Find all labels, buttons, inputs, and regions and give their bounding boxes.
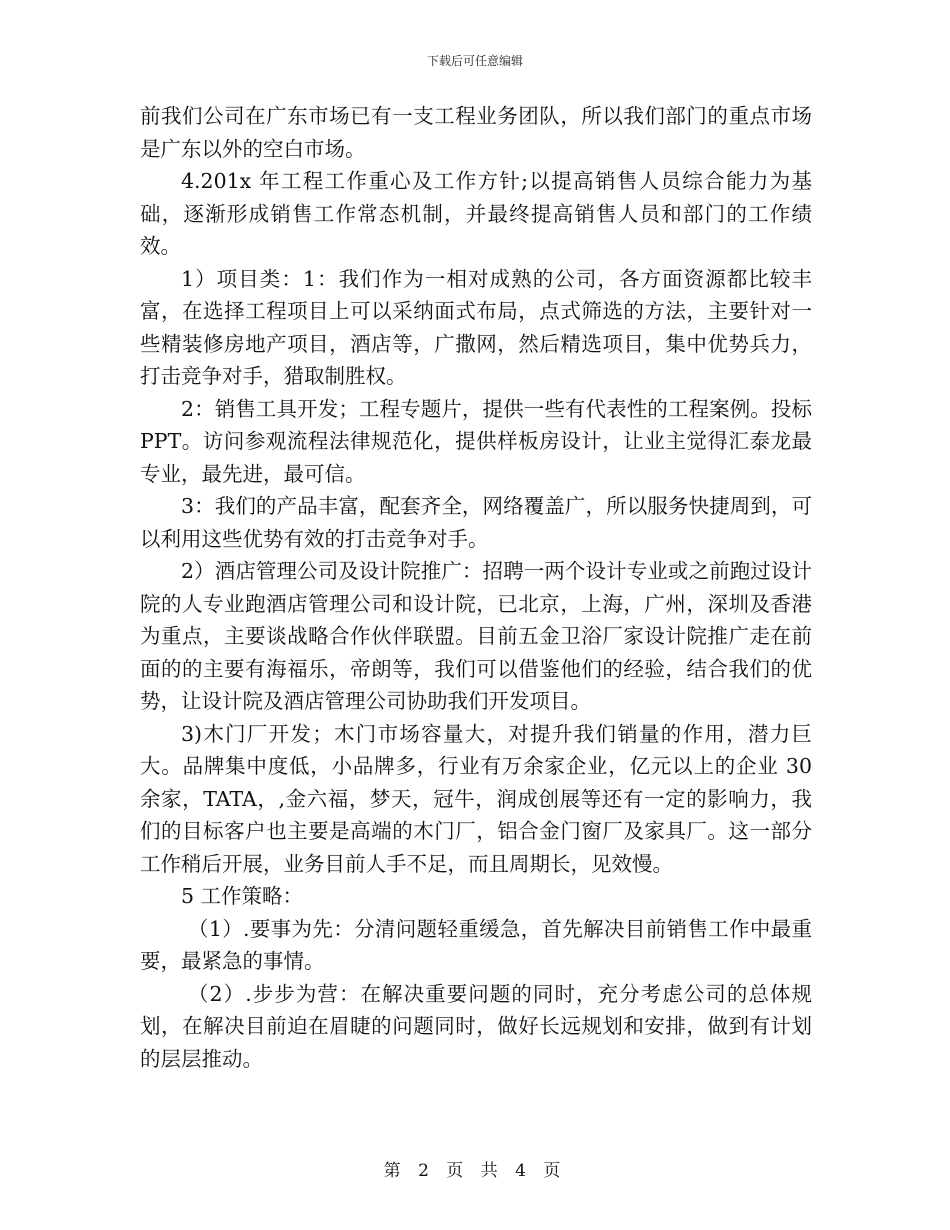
paragraph-wood-door-factory: 3)木门厂开发；木门市场容量大，对提升我们销量的作用，潜力巨大。品牌集中度低，小品牌多，行业有万余家企业，亿元以上的企业 30 余家，TATA，,金六福，梦天，冠牛，润成创展等还有一定的影响力，我们的目标客户也主要是高端的木门厂，铝合金门窗厂及家具厂。这一部分工作稍后开展，业务目前人手不足，而且周期长，见效慢。 (140, 721, 812, 876)
page-number-footer: 第 2 页 共 4 页 (383, 1161, 567, 1181)
page-header-note: 下载后可任意编辑 (426, 54, 523, 68)
document-body (140, 100, 812, 1075)
paragraph-strategy-step-by-step: （2）.步步为营：在解决重要问题的同时，充分考虑公司的总体规划，在解决目前迫在眉睫的问题同时，做好长远规划和安排，做到有计划的层层推动。 (140, 981, 812, 1071)
section-heading-work-strategy: 5 工作策略： (181, 884, 304, 908)
paragraph-section-4-policy: 4.201x 年工程工作重心及工作方针;以提高销售人员综合能力为基础，逐渐形成销售工作常态机制，并最终提高销售人员和部门的工作绩效。 (140, 169, 812, 258)
paragraph-strategy-priorities: （1）.要事为先：分清问题轻重缓急，首先解决目前销售工作中最重要，最紧急的事情。 (140, 916, 812, 973)
paragraph-project-category: 1）项目类：1：我们作为一相对成熟的公司，各方面资源都比较丰富，在选择工程项目上可以采纳面式布局，点式筛选的方法，主要针对一些精装修房地产项目，酒店等，广撒网，然后精选项目，集中优势兵力，打击竞争对手，猎取制胜权。 (140, 266, 812, 388)
paragraph-product-advantages: 3：我们的产品丰富，配套齐全，网络覆盖广，所以服务快捷周到，可以利用这些优势有效的打击竞争对手。 (140, 494, 812, 551)
paragraph-sales-tools: 2：销售工具开发；工程专题片，提供一些有代表性的工程案例。投标 PPT。访问参观流程法律规范化，提供样板房设计，让业主觉得汇泰龙最专业，最先进，最可信。 (140, 396, 812, 486)
paragraph-continuation: 前我们公司在广东市场已有一支工程业务团队，所以我们部门的重点市场是广东以外的空白市场。 (140, 104, 812, 161)
paragraph-hotel-design-institute: 2）酒店管理公司及设计院推广：招聘一两个设计专业或之前跑过设计院的人专业跑酒店管理公司和设计院，已北京，上海，广州，深圳及香港为重点，主要谈战略合作伙伴联盟。目前五金卫浴厂家设计院推广走在前面的的主要有海福乐，帝朗等，我们可以借鉴他们的经验，结合我们的优势，让设计院及酒店管理公司协助我们开发项目。 (140, 559, 812, 713)
